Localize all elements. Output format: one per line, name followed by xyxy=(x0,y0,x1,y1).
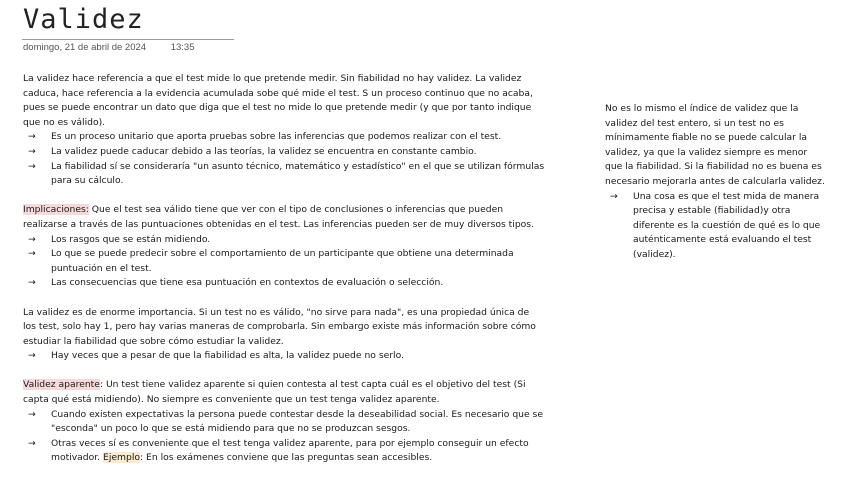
face-validity-block xyxy=(23,378,545,466)
definition-bullets xyxy=(23,130,545,188)
list-item: → Las consecuencias que tiene esa puntuación en contextos de evaluación o selección. xyxy=(23,276,545,291)
list-item: → Lo que se puede predecir sobre el comportamiento de un participante que obtiene una determinada puntuación en el test. xyxy=(28,248,514,274)
list-item: → La fiabilidad sí se consideraría "un asunto técnico, matemático y estadístico" en el que se utilizan fórmulas para su cálculo. xyxy=(28,160,545,187)
arrow-icon: → xyxy=(28,350,36,362)
list-item: → Los rasgos que se están midiendo. xyxy=(23,233,545,248)
list-item: → Cuando existen expectativas la persona puede contestar desde la deseabilidad social. Es necesario que se "esconda" un poco lo que se está midiendo para que no se produzcan sesgos. xyxy=(28,408,543,435)
face-validity-paragraph: Validez aparente: Un test tiene validez aparente si quien contesta al test capta cuál es el objetivo del test (Si capta qué está midiendo). No siempre es conveniente que un test tenga validez aparente. xyxy=(23,379,526,406)
arrow-icon: → xyxy=(28,233,36,245)
definition-paragraph: La validez hace referencia a que el test mide lo que pretende medir. Sin fiabilidad no hay validez. La validez caduca, hace referencia a la evidencia acumulada sobe qué mide el test. S un proceso continuo que no acaba, pues se puede encontrar un dato que diga que el test no mide lo que pretende medir (y que por tanto indique que no es válido). xyxy=(23,73,533,128)
page-time: 13:35 xyxy=(170,42,195,53)
main-note-container[interactable] xyxy=(23,72,545,466)
face-validity-bullets xyxy=(23,408,545,466)
importance-block xyxy=(23,306,545,364)
list-item: → Otras veces sí es conveniente que el test tenga validez aparente, para por ejemplo conseguir un efecto motivador. Ejemplo: En los exámenes conviene que las preguntas sean accesibles. xyxy=(28,437,529,464)
arrow-icon: → xyxy=(28,160,36,172)
side-note-bullets xyxy=(605,190,825,263)
example-highlight: Ejemplo xyxy=(103,452,140,464)
arrow-icon: → xyxy=(610,190,618,202)
side-note-paragraph: No es lo mismo el índice de validez que la validez del test entero, si un test no es mínimamente fiable no se puede calcular la validez, ya que la validez siempre es menor que la fiabilidad. Si la fiabilidad no es buena es necesario mejorarla antes de calcularla validez. xyxy=(605,103,825,187)
page-title: Validez xyxy=(23,4,144,35)
arrow-icon: → xyxy=(28,277,36,289)
importance-paragraph: La validez es de enorme importancia. Si un test no es válido, "no sirve para nada", es una propiedad única de los test, solo hay 1, pero hay varias maneras de comprobarla. Sin embargo existe más información sobre cómo estudiar la fiabilidad que sobre cómo estudiar la validez. xyxy=(23,306,536,347)
page-date: domingo, 21 de abril de 2024 xyxy=(23,42,147,53)
list-item: → Es un proceso unitario que aporta pruebas sobre las inferencias que podemos realizar con el test. xyxy=(23,130,545,145)
implications-block xyxy=(23,203,545,291)
implications-highlight: Implicaciones: xyxy=(23,204,89,216)
implications-paragraph: Implicaciones: Que el test sea válido tiene que ver con el tipo de conclusiones o inferencias que pueden realizarse a través de las puntuaciones obtenidas en el test. Las inferencias pueden ser de muy diversos tipos. xyxy=(23,204,535,230)
arrow-icon: → xyxy=(28,437,36,449)
face-validity-highlight: Validez aparente xyxy=(23,379,100,391)
implications-bullets xyxy=(23,233,545,291)
importance-bullets xyxy=(23,349,545,364)
arrow-icon: → xyxy=(28,131,36,143)
list-item: → La validez puede caducar debido a las teorías, la validez se encuentra en constante cambio. xyxy=(23,145,545,160)
arrow-icon: → xyxy=(28,145,36,157)
side-note-container[interactable] xyxy=(605,102,825,263)
list-item: → Una cosa es que el test mida de manera precisa y estable (fiabilidad)y otra diferente es la cuestión de qué es lo que auténticamente está evaluando el test (validez). xyxy=(610,190,821,260)
list-item: → Hay veces que a pesar de que la fiabilidad es alta, la validez puede no serlo. xyxy=(23,349,545,364)
arrow-icon: → xyxy=(28,248,36,260)
page-timestamp xyxy=(23,42,195,53)
definition-block xyxy=(23,72,545,189)
arrow-icon: → xyxy=(28,408,36,420)
title-underline xyxy=(22,39,234,40)
